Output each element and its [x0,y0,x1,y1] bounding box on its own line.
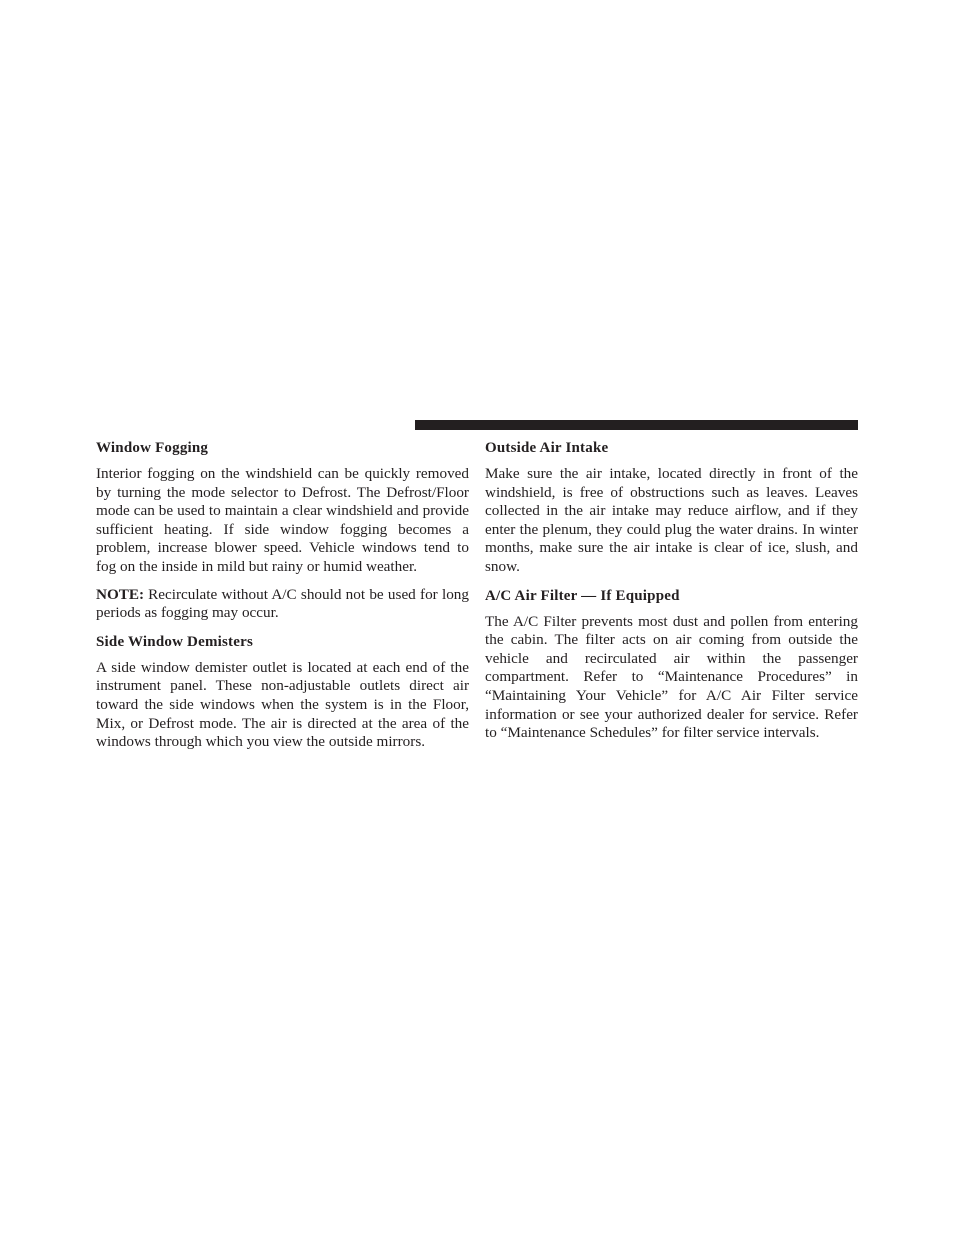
note-paragraph [96,586,469,623]
paragraph-ac-air-filter: The A/C Filter prevents most dust and pollen from entering the cabin. The filter acts on air coming from outside the vehicle and recirculated air within the passenger compartment. Refer to “Maintenance Procedures” in “Maintaining Your Vehicle” for A/C Air Filter service information or see your authorized dealer for service. Refer to “Maintenance Schedules” for filter service intervals. [485,612,858,742]
note-label: NOTE: [96,585,145,603]
paragraph-outside-air-intake: Make sure the air intake, located directly in front of the windshield, is free of obstructions such as leaves. Leaves collected in the air intake may reduce airflow, and if they enter the plenum, they could plug the water drains. In winter months, make sure the air intake is clear of ice, slush, and snow. [485,465,858,575]
left-column [96,438,469,761]
heading-ac-air-filter: A/C Air Filter — If Equipped [485,587,680,604]
paragraph-window-fogging: Interior fogging on the windshield can be quickly removed by turning the mode selector to Defrost. The Defrost/Floor mode can be used to maintain a clear windshield and provide sufficient heating. If side window fogging becomes a problem, increase blower speed. Vehicle windows tend to fog on the inside in mild but rainy or humid weather. [96,465,469,575]
heading-window-fogging: Window Fogging [96,440,209,456]
section-rule [415,420,858,430]
paragraph-side-window-demisters: A side window demister outlet is located at each end of the instrument panel. These non-adjustable outlets direct air toward the side windows when the system is in the Floor, Mix, or Defrost mode. The air is directed at the area of the windows through which you view the outside mirrors. [96,658,469,751]
heading-outside-air-intake: Outside Air Intake [485,440,609,456]
right-column [485,438,858,752]
heading-side-window-demisters: Side Window Demisters [96,633,253,650]
note-text: Recirculate without A/C should not be used for long periods as fogging may occur. [96,585,469,622]
